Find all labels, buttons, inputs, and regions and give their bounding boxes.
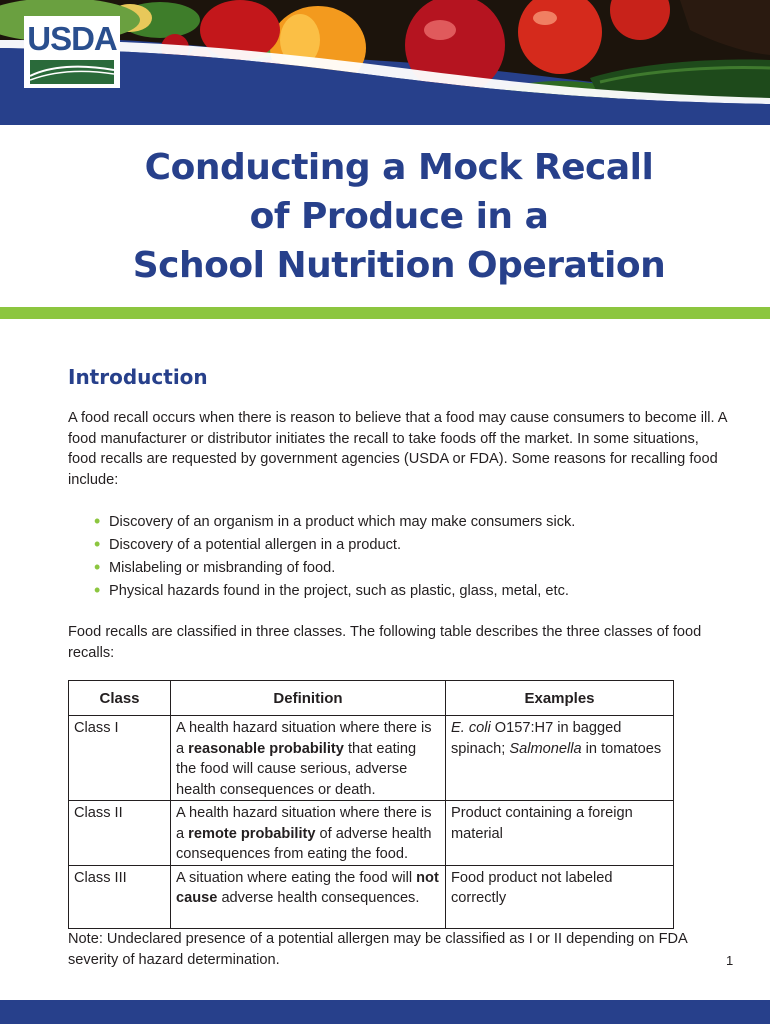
- introduction-paragraph: A food recall occurs when there is reason to believe that a food may cause consumers to become ill. A food manufacturer or distributor initiates the recall to take foods off the market. In some situations, food recalls are requested by government agencies (USDA or FDA). Some reasons for recalling food include:: [68, 410, 727, 488]
- list-item: [94, 581, 575, 604]
- introduction-heading: Introduction: [68, 365, 208, 389]
- document-title: [0, 143, 770, 290]
- title-line-2: of Produce in a: [249, 196, 549, 237]
- bullet-icon: •: [94, 557, 101, 577]
- table-header-row: [69, 681, 674, 716]
- classes-paragraph: Food recalls are classified in three classes. The following table describes the three classes of food recalls:: [68, 624, 702, 661]
- cell-definition: A health hazard situation where there is a reasonable probability that eating the food will cause serious, adverse health consequences or death.: [171, 716, 446, 801]
- table-row: [69, 716, 674, 801]
- bullet-icon: •: [94, 580, 101, 600]
- list-item-text: Discovery of an organism in a product which may make consumers sick.: [109, 514, 576, 530]
- table-row: [69, 801, 674, 866]
- cell-examples: Product containing a foreign material: [446, 801, 674, 866]
- cell-definition: A health hazard situation where there is a remote probability of adverse health consequences from eating the food.: [171, 801, 446, 866]
- header-examples: Examples: [446, 681, 674, 716]
- list-item-text: Mislabeling or misbranding of food.: [109, 560, 336, 576]
- cell-examples: Food product not labeled correctly: [446, 865, 674, 928]
- recall-reasons-list: [94, 512, 575, 604]
- table-row: [69, 865, 674, 928]
- page-number: 1: [726, 953, 734, 968]
- list-item: [94, 535, 575, 558]
- list-item-text: Discovery of a potential allergen in a product.: [109, 537, 402, 553]
- usda-logo-hills-icon: [30, 60, 114, 84]
- cell-definition: A situation where eating the food will not cause adverse health consequences.: [171, 865, 446, 928]
- title-line-3: School Nutrition Operation: [132, 245, 666, 286]
- list-item: [94, 512, 575, 535]
- green-divider: [0, 307, 770, 319]
- footer-band: [0, 1000, 770, 1024]
- list-item: [94, 558, 575, 581]
- bullet-icon: •: [94, 511, 101, 531]
- allergen-note: Note: Undeclared presence of a potential allergen may be classified as I or II depending on FDA severity of hazard determination.: [68, 931, 687, 968]
- cell-class: Class I: [69, 716, 171, 801]
- header-banner: [0, 0, 770, 125]
- recall-classes-table: [68, 680, 674, 929]
- cell-class: Class II: [69, 801, 171, 866]
- cell-class: Class III: [69, 865, 171, 928]
- cell-examples: E. coli O157:H7 in bagged spinach; Salmonella in tomatoes: [446, 716, 674, 801]
- usda-logo: [24, 16, 120, 88]
- title-line-1: Conducting a Mock Recall: [144, 147, 654, 188]
- list-item-text: Physical hazards found in the project, such as plastic, glass, metal, etc.: [109, 583, 569, 599]
- bullet-icon: •: [94, 534, 101, 554]
- header-definition: Definition: [171, 681, 446, 716]
- header-class: Class: [69, 681, 171, 716]
- usda-logo-text: USDA: [27, 20, 117, 57]
